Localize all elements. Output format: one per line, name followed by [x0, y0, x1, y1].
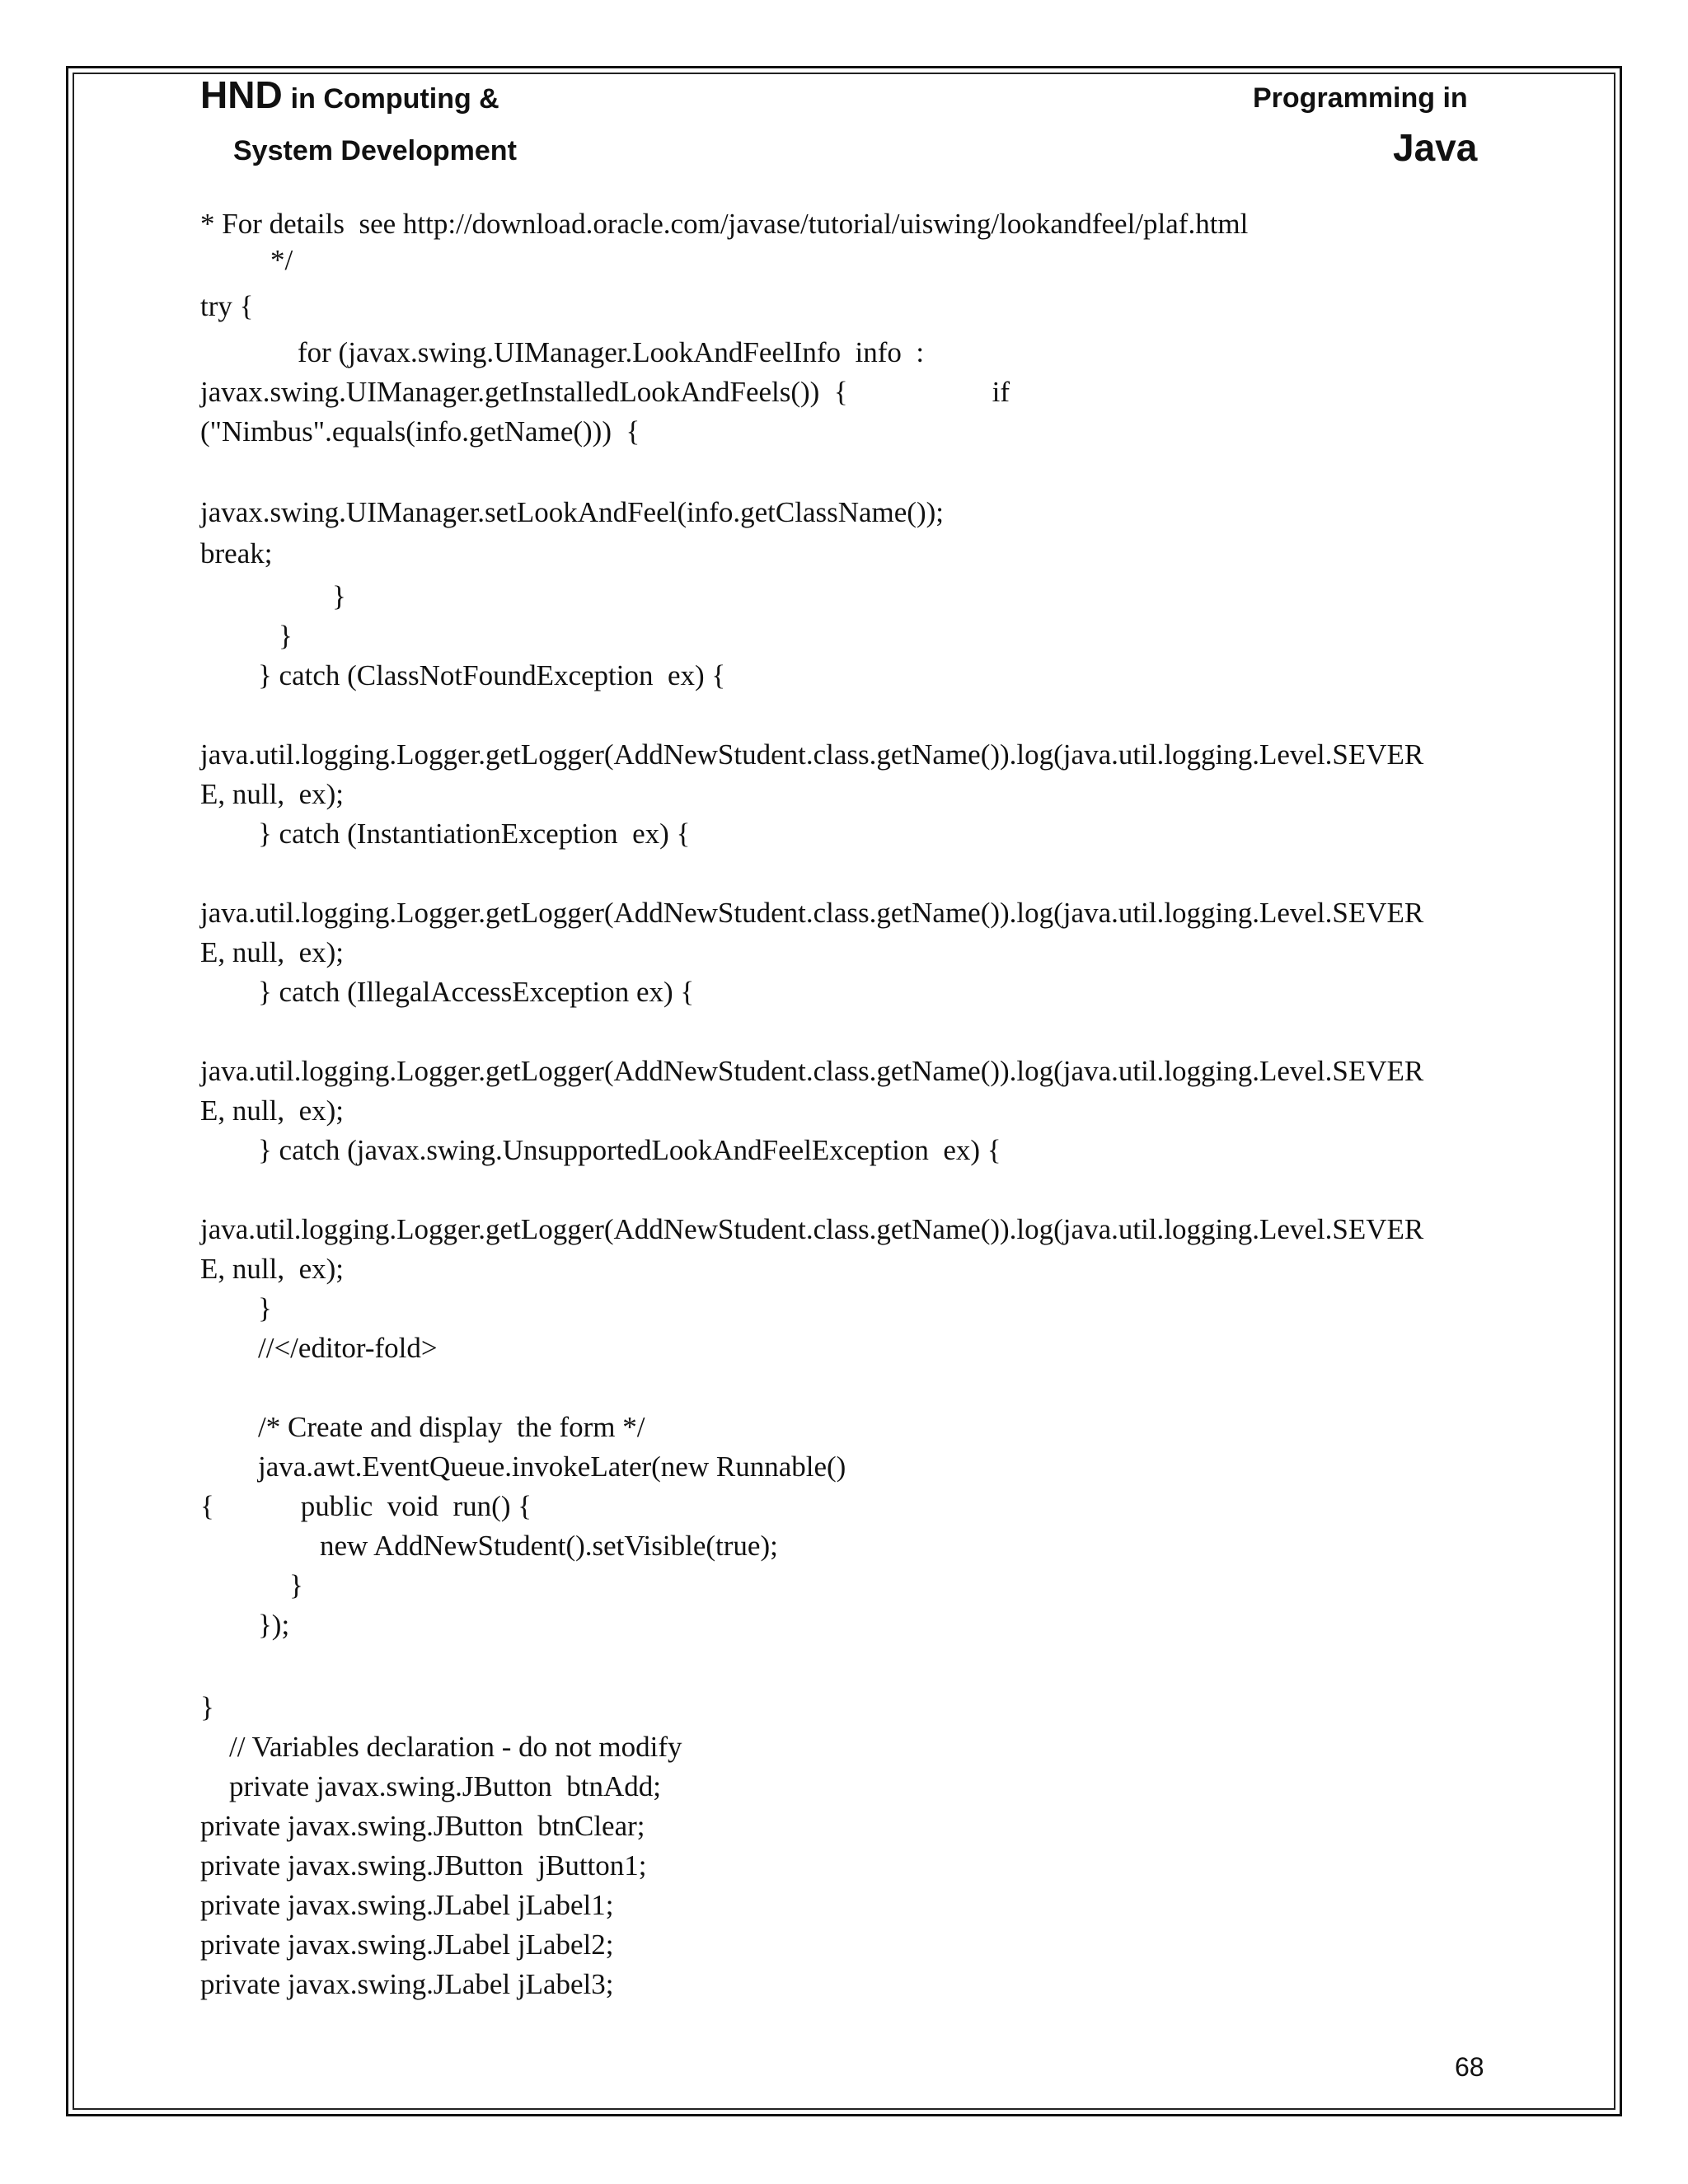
code-line: }	[289, 1569, 303, 1601]
code-line: private javax.swing.JLabel jLabel2;	[200, 1929, 614, 1961]
code-line: java.util.logging.Logger.getLogger(AddNewStudent.class.getName()).log(java.util.logging.Level.SEVER	[200, 738, 1424, 771]
code-line: }	[258, 1292, 272, 1324]
code-line: for (javax.swing.UIManager.LookAndFeelInfo info :	[298, 336, 925, 368]
code-line: * For details see http://download.oracle.com/javase/tutorial/uiswing/lookandfeel/plaf.html	[200, 208, 1249, 240]
header-in-computing: in Computing &	[290, 83, 499, 115]
code-line: });	[258, 1609, 290, 1641]
header-system-development: System Development	[233, 135, 517, 166]
code-line: //</editor-fold>	[258, 1332, 438, 1364]
header-programming-in: Programming in	[1253, 82, 1468, 114]
code-line: break;	[200, 537, 273, 569]
header-hnd: HND	[200, 73, 283, 116]
code-line: try {	[200, 290, 254, 322]
code-line: private javax.swing.JButton btnAdd;	[229, 1770, 661, 1802]
code-line: private javax.swing.JLabel jLabel1;	[200, 1889, 614, 1921]
code-line: java.awt.EventQueue.invokeLater(new Runnable()	[258, 1451, 846, 1483]
code-line: java.util.logging.Logger.getLogger(AddNewStudent.class.getName()).log(java.util.logging.Level.SEVER	[200, 1055, 1424, 1087]
code-line: // Variables declaration - do not modify	[229, 1731, 682, 1763]
code-line: }	[332, 580, 346, 612]
code-line: new AddNewStudent().setVisible(true);	[320, 1530, 778, 1562]
code-line: }	[200, 1691, 214, 1723]
code-line: } catch (ClassNotFoundException ex) {	[258, 659, 726, 691]
code-line: E, null, ex);	[200, 778, 344, 810]
code-line: ("Nimbus".equals(info.getName())) {	[200, 415, 640, 448]
code-line: java.util.logging.Logger.getLogger(AddNewStudent.class.getName()).log(java.util.logging.Level.SEVER	[200, 1213, 1424, 1245]
code-line: { public void run() {	[200, 1490, 532, 1522]
code-line: */	[270, 244, 293, 276]
code-line: /* Create and display the form */	[258, 1411, 645, 1443]
code-line: } catch (javax.swing.UnsupportedLookAndFeelException ex) {	[258, 1134, 1001, 1166]
header-java: Java	[1393, 126, 1478, 169]
code-line: } catch (IllegalAccessException ex) {	[258, 976, 695, 1008]
code-line: E, null, ex);	[200, 1094, 344, 1127]
code-line: private javax.swing.JLabel jLabel3;	[200, 1968, 614, 2000]
header-left-line1	[200, 73, 499, 117]
code-line: } catch (InstantiationException ex) {	[258, 818, 691, 850]
code-line: }	[279, 620, 293, 652]
code-line: E, null, ex);	[200, 1253, 344, 1285]
code-line: javax.swing.UIManager.setLookAndFeel(info.getClassName());	[200, 496, 944, 528]
page-number: 68	[1455, 2052, 1484, 2082]
code-line: E, null, ex);	[200, 936, 344, 968]
code-line: private javax.swing.JButton btnClear;	[200, 1810, 645, 1842]
code-line: javax.swing.UIManager.getInstalledLookAndFeels()) { if	[200, 376, 1010, 408]
code-line: private javax.swing.JButton jButton1;	[200, 1849, 647, 1882]
code-line: java.util.logging.Logger.getLogger(AddNewStudent.class.getName()).log(java.util.logging.Level.SEVER	[200, 897, 1424, 929]
